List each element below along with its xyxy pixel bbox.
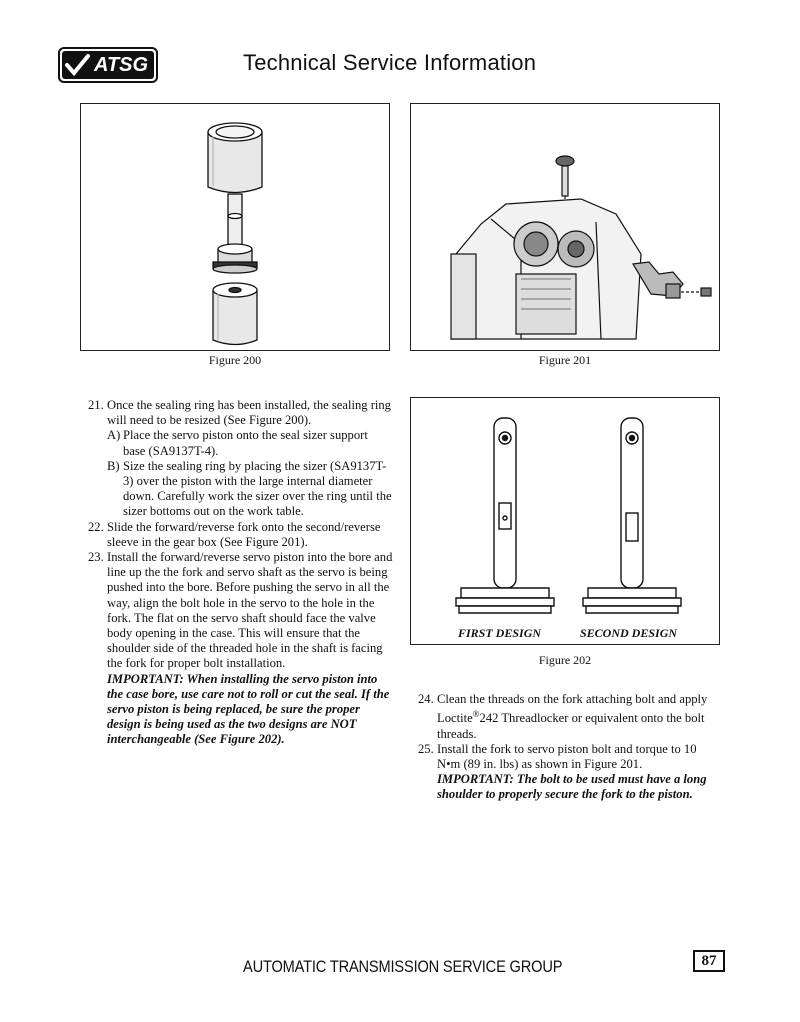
- substep-letter: B): [107, 458, 120, 473]
- step-number: 24.: [418, 692, 434, 706]
- step-number: 23.: [88, 550, 104, 565]
- footer-text: AUTOMATIC TRANSMISSION SERVICE GROUP: [243, 957, 563, 976]
- logo-text: ATSG: [94, 54, 149, 76]
- figure-201: [410, 103, 720, 351]
- step-text: Install the forward/reverse servo piston into the bore and line up the the fork and servo shaft as the servo is being pushed into the bore. Before pushing the servo in all the way, align the bolt hole in the servo to the hole in the fork. The flat on the servo shaft should face the valve body opening in the case. This will ensure that the shoulder side of the threaded hole in the shaft is facing the fork for proper bolt installation.: [107, 550, 393, 671]
- second-design-label: SECOND DESIGN: [580, 626, 678, 640]
- substep-text: Place the servo piston onto the seal sizer support base (SA9137T-4).: [123, 428, 368, 458]
- right-column: [418, 692, 718, 803]
- step-text: Once the sealing ring has been installed, the sealing ring will need to be resized (See Figure 200).: [107, 398, 391, 428]
- step-23: [88, 550, 393, 672]
- substep-text: Size the sealing ring by placing the sizer (SA9137T-3) over the piston with the large internal diameter down. Carefully work the sizer over the ring until the sizer bottoms out on the work table.: [123, 458, 392, 519]
- step-text-end: m (89 in. lbs) as shown in Figure 201.: [450, 757, 643, 771]
- figure-200-caption: Figure 200: [208, 353, 262, 367]
- step-number: 22.: [88, 519, 104, 534]
- step-22: [88, 520, 393, 550]
- substep-b: [88, 459, 393, 520]
- step-text: Slide the forward/reverse fork onto the second/reverse sleeve in the gear box (See Figure 201).: [107, 519, 381, 549]
- important-note-bolt: IMPORTANT: The bolt to be used must have a long shoulder to properly secure the fork to the piston.: [437, 772, 707, 802]
- figure-200: [80, 103, 390, 351]
- seal-sizer-illustration: [81, 104, 388, 349]
- left-column: [88, 398, 393, 748]
- figure-201-caption: Figure 201: [538, 353, 592, 367]
- bullet-dot: •: [446, 757, 451, 771]
- step-21: [88, 398, 393, 428]
- step-25: [418, 742, 718, 772]
- step-text-start: Install the fork to servo piston bolt and torque to 10 N: [437, 741, 697, 771]
- page-number: 87: [693, 950, 725, 972]
- first-design-label: FIRST DESIGN: [458, 626, 542, 640]
- important-note-servo: IMPORTANT: When installing the servo piston into the case bore, use care not to roll or cut the seal. If the servo piston is being replaced, be sure the proper design is being used as the two designs are NOT interchangeable (See Figure 202).: [107, 671, 390, 747]
- figure-202-caption: Figure 202: [538, 653, 592, 667]
- substep-letter: A): [107, 428, 121, 443]
- gearbox-fork-illustration: [411, 104, 718, 349]
- page-title: Technical Service Information: [243, 50, 537, 75]
- step-text-start: Clean the threads on the fork attaching bolt and apply Loctite: [437, 692, 708, 726]
- atsg-logo: [58, 47, 158, 83]
- registered-mark: ®: [472, 709, 480, 720]
- figure-202: [410, 397, 720, 645]
- step-number: 21.: [88, 398, 104, 412]
- step-24: [418, 692, 718, 742]
- step-text-end: 242 Threadlocker or equivalent onto the bolt threads.: [437, 711, 705, 741]
- substep-a: [88, 428, 393, 458]
- servo-piston-designs-illustration: [411, 398, 718, 643]
- step-number: 25.: [418, 741, 434, 756]
